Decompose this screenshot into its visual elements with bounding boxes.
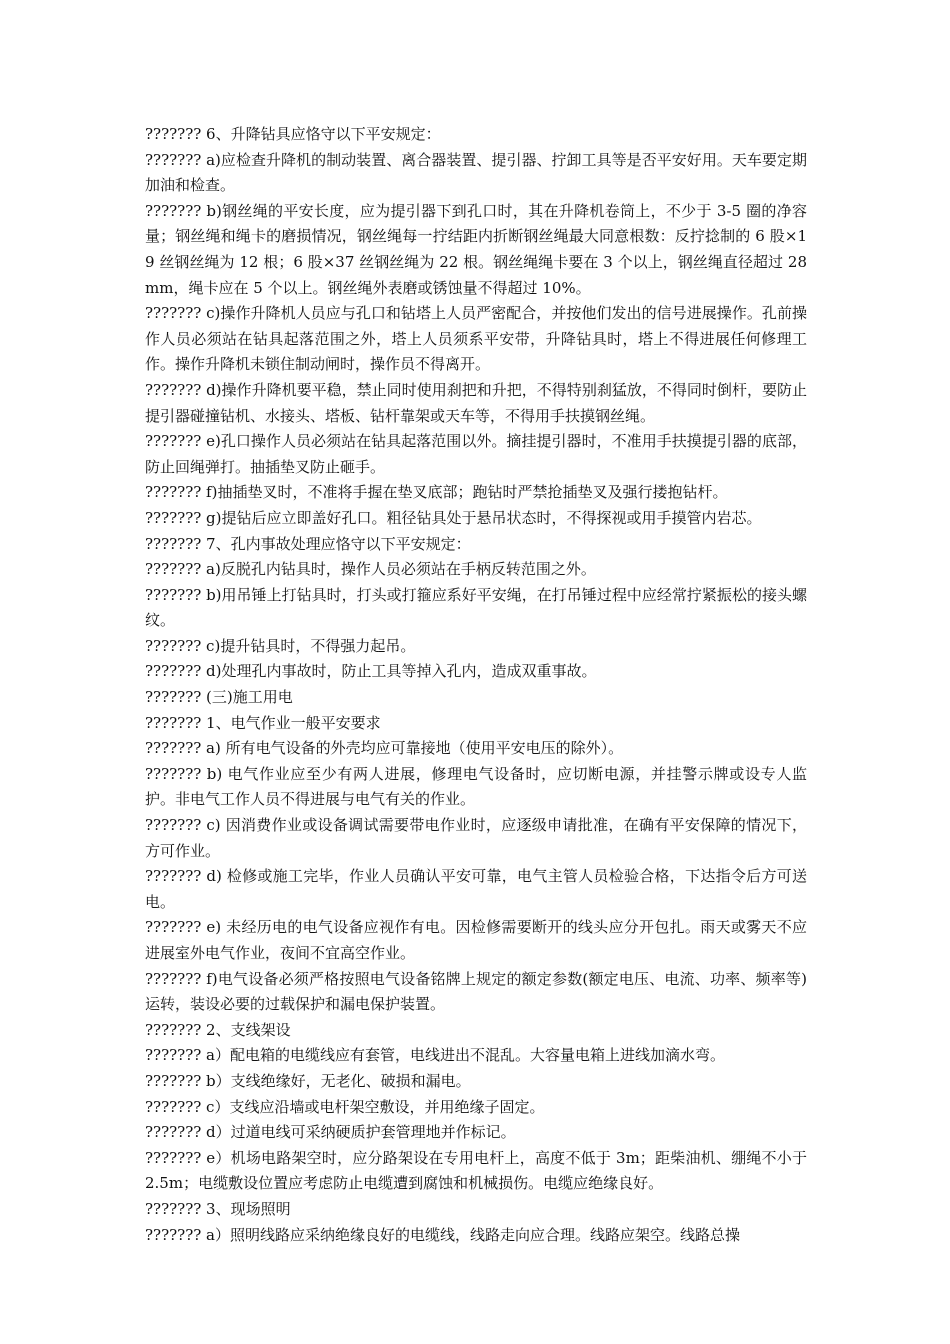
- paragraph-2c: ??????? c）支线应沿墙或电杆架空敷设，并用绝缘子固定。: [145, 1097, 545, 1116]
- paragraph-6a: ??????? a)应检查升降机的制动装置、离合器装置、提引器、拧卸工具等是否平安好用。天车要定期加油和检查。: [145, 150, 807, 195]
- paragraph-2b: ??????? b）支线绝缘好，无老化、破损和漏电。: [145, 1071, 471, 1090]
- subsection-2-heading: ??????? 2、支线架设: [145, 1020, 291, 1039]
- paragraph-7d: ??????? d)处理孔内事故时，防止工具等掉入孔内，造成双重事故。: [145, 662, 597, 681]
- paragraph-3a: ??????? a）照明线路应采纳绝缘良好的电缆线，线路走向应合理。线路应架空。线路总操: [145, 1225, 741, 1244]
- paragraph-6g: ??????? g)提钻后应立即盖好孔口。粗径钻具处于悬吊状态时，不得探视或用手摸管内岩芯。: [145, 508, 762, 527]
- paragraph-7-heading: ??????? 7、孔内事故处理应恪守以下平安规定：: [145, 534, 471, 553]
- section-3-heading: ??????? (三)施工用电: [145, 688, 293, 707]
- paragraph-1e: ??????? e) 未经历电的电气设备应视作有电。因检修需要断开的线头应分开包扎。雨天或雾天不应进展室外电气作业，夜间不宜高空作业。: [145, 918, 807, 962]
- document-body: [145, 122, 807, 1248]
- paragraph-2d: ??????? d）过道电线可采纳硬质护套管理地并作标记。: [145, 1123, 516, 1142]
- paragraph-1c: ??????? c) 因消费作业或设备调试需要带电作业时，应逐级申请批准，在确有平安保障的情况下，方可作业。: [145, 816, 807, 860]
- paragraph-7a: ??????? a)反脱孔内钻具时，操作人员必须站在手柄反转范围之外。: [145, 560, 596, 579]
- paragraph-6b: ??????? b)钢丝绳的平安长度，应为提引器下到孔口时，其在升降机卷筒上，不少于 3-5 圈的净容量；钢丝绳和绳卡的磨损情况，钢丝绳每一拧结距内折断钢丝绳最大同意根数：反拧捻制的 6 股×19 丝钢丝绳为 12 根；6 股×37 丝钢丝绳为 22 根。钢丝绳绳卡要在 3 个以上，钢丝绳直径超过 28mm，绳卡应在 5 个以上。钢丝绳外表磨或锈蚀量不得超过 10%。: [145, 201, 807, 297]
- subsection-1-heading: ??????? 1、电气作业一般平安要求: [145, 713, 381, 732]
- subsection-3-heading: ??????? 3、现场照明: [145, 1199, 291, 1218]
- paragraph-1d: ??????? d) 检修或施工完毕，作业人员确认平安可靠，电气主管人员检验合格，下达指令后方可送电。: [145, 867, 807, 911]
- paragraph-1a: ??????? a) 所有电气设备的外壳均应可靠接地（使用平安电压的除外）。: [145, 739, 624, 758]
- paragraph-2a: ??????? a）配电箱的电缆线应有套管，电线进出不混乱。大容量电箱上进线加滴水弯。: [145, 1046, 726, 1065]
- paragraph-6f: ??????? f)抽插垫叉时，不准将手握在垫叉底部；跑钻时严禁抢插垫叉及强行搂抱钻杆。: [145, 483, 728, 502]
- paragraph-6-heading: ??????? 6、升降钻具应恪守以下平安规定：: [145, 125, 441, 143]
- paragraph-7b: ??????? b)用吊锤上打钻具时，打头或打箍应系好平安绳，在打吊锤过程中应经常拧紧振松的接头螺纹。: [145, 585, 807, 630]
- paragraph-6e: ??????? e)孔口操作人员必须站在钻具起落范围以外。摘挂提引器时，不准用手扶摸提引器的底部，防止回绳弹打。抽插垫叉防止砸手。: [145, 432, 807, 476]
- paragraph-1b: ??????? b) 电气作业应至少有两人进展，修理电气设备时，应切断电源，并挂警示牌或设专人监护。非电气工作人员不得进展与电气有关的作业。: [145, 764, 807, 809]
- paragraph-6c: ??????? c)操作升降机人员应与孔口和钻塔上人员严密配合，并按他们发出的信号进展操作。孔前操作人员必须站在钻具起落范围之外，塔上人员须系平安带，升降钻具时，塔上不得进展任何修理工作。操作升降机未锁住制动闸时，操作员不得离开。: [145, 304, 807, 374]
- paragraph-6d: ??????? d)操作升降机要平稳，禁止同时使用刹把和升把，不得特别刹猛放，不得同时倒杆，要防止提引器碰撞钻机、水接头、塔板、钻杆靠架或天车等，不得用手扶摸钢丝绳。: [145, 380, 807, 425]
- paragraph-1f: ??????? f)电气设备必须严格按照电气设备铭牌上规定的额定参数(额定电压、电流、功率、频率等)运转，装设必要的过载保护和漏电保护装置。: [145, 969, 807, 1014]
- paragraph-2e: ??????? e）机场电路架空时，应分路架设在专用电杆上，高度不低于 3m；距柴油机、绷绳不小于 2.5m；电缆敷设位置应考虑防止电缆遭到腐蚀和机械损伤。电缆应绝缘良好。: [145, 1148, 807, 1193]
- paragraph-7c: ??????? c)提升钻具时，不得强力起吊。: [145, 636, 416, 655]
